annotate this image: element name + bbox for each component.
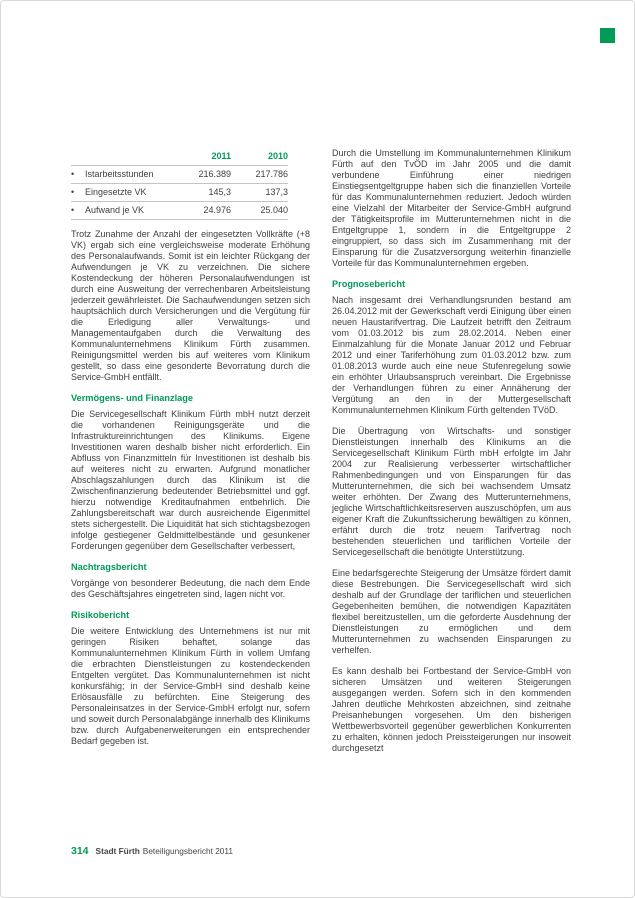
personnel-metrics-table xyxy=(71,148,288,220)
metric-label: Eingesetzte VK xyxy=(85,187,147,197)
table-row xyxy=(71,202,288,220)
page-corner-marker xyxy=(600,28,615,43)
metric-value-2010: 25.040 xyxy=(231,202,288,220)
table-row-label-cell xyxy=(71,166,174,184)
paragraph: Die Servicegesellschaft Klinikum Fürth mbH nutzt derzeit die vorhandenen Reinigungsgeräte und die Infrastruktureinrichtungen des Klinikums. Eigene Investitionen waren deshalb bisher nicht erforderlich. Ein Abfluss von Finanzmitteln für Investitionen ist deshalb bis auf weiteres nicht zu erwarten. Aufgrund monatlicher Abschlagszahlungen durch das Klinikum ist die Zwischenfinanzierung bedeutender Betriebsmittel und ggf. hierzu notwendige Kreditaufnahmen entbehrlich. Die Zahlungsbereitschaft war durch ausreichende Eigenmittel stets sichergestellt. Die Liquidität hat sich stichtagsbezogen infolge gestiegener Geldmittelbestände und gesunkener Forderungen gegenüber dem Gesellschafter verbessert, xyxy=(71,409,310,551)
paragraph: Vorgänge von besonderer Bedeutung, die nach dem Ende des Geschäftsjahres eingetreten sind, lagen nicht vor. xyxy=(71,578,310,599)
page-footer xyxy=(71,845,233,857)
footer-publication: Stadt Fürth xyxy=(95,846,140,856)
table-row xyxy=(71,184,288,202)
bullet-icon: • xyxy=(71,187,75,197)
metric-value-2011: 24.976 xyxy=(174,202,231,220)
page-number: 314 xyxy=(71,845,89,857)
metric-value-2010: 137,3 xyxy=(231,184,288,202)
section-heading-vermoegens-und-finanzlage: Vermögens- und Finanzlage xyxy=(71,393,194,403)
left-column xyxy=(71,148,310,764)
paragraph: Durch die Umstellung im Kommunalunternehmen Klinikum Fürth auf den TvÖD im Jahr 2005 und die damit verbundene Einführung einer niedrigen Einstiegsentgeltgruppe haben sich die finanziellen Vorteile für das Kommunalunternehmen reduziert. Jedoch würden eine Vielzahl der Mitarbeiter der Service-GmbH aufgrund der Tätigkeitsprofile im Mutterunternehmen nicht in die Entgeltgruppe 1, sondern in die Entgeltgruppe 2 eingruppiert, so dass sich im Zusammenhang mit der Einsparung für die Zusatzversorgung weiterhin finanzielle Vorteile für das Kommunalunternehmen ergeben. xyxy=(332,148,571,268)
table-row xyxy=(71,166,288,184)
table-header-year-2011: 2011 xyxy=(174,148,231,166)
metric-label: Istarbeitsstunden xyxy=(85,169,154,179)
table-row-label-cell xyxy=(71,184,174,202)
page-content xyxy=(71,148,571,764)
section-heading-risikobericht: Risikobericht xyxy=(71,610,130,620)
metric-label: Aufwand je VK xyxy=(85,205,145,215)
table-header-year-2010: 2010 xyxy=(231,148,288,166)
bullet-icon: • xyxy=(71,169,75,179)
bullet-icon: • xyxy=(71,205,75,215)
paragraph: Die weitere Entwicklung des Unternehmens ist nur mit geringen Risiken behaftet, solange das Kommunalunternehmen Klinikum Fürth in vollem Umfang die erbrachten Dienstleistungen zu kostendeckenden Entgelten vergütet. Das Kommunalunternehmen ist nicht konkursfähig; in der Service-GmbH sind deshalb keine Erlösausfälle zu befürchten. Eine Steigerung des Personaleinsatzes in der Service-GmbH erfolgt nur, sofern und soweit durch Personalabgänge innerhalb des Klinikums bzw. durch Aufgabenerweiterungen ein entsprechender Bedarf gegeben ist. xyxy=(71,626,310,746)
section-heading-prognosebericht: Prognosebericht xyxy=(332,279,406,289)
metric-value-2011: 216.389 xyxy=(174,166,231,184)
paragraph: Die Übertragung von Wirtschafts- und sonstiger Dienstleistungen innerhalb des Klinikums an die Servicegesellschaft Klinikum Fürth mbH erfolgte im Jahr 2004 zur Realisierung verbesserter wirtschaftlicher Rahmenbedingungen und von Einsparungen für das Mutterunternehmen, die sich bei wachsendem Umsatz weiter erhöhten. Der Zwang des Mutterunternehmens, jegliche Wirtschaftlichkeitsreserven auszuschöpfen, um aus eigener Kraft die Zukunftssicherung bewältigen zu können, erfährt durch die trotz neuem Tarifvertrag noch bestehenden steuerlichen und tariflichen Vorteile der Servicegesellschaft die benötigte Unterstützung. xyxy=(332,426,571,557)
table-header-empty xyxy=(71,148,174,166)
table-row-label-cell xyxy=(71,202,174,220)
footer-report-title: Beteiligungsbericht 2011 xyxy=(142,846,234,856)
paragraph: Trotz Zunahme der Anzahl der eingesetzten Vollkräfte (+8 VK) ergab sich eine vergleichsweise moderate Erhöhung des Personalaufwands. Somit ist ein leichter Rückgang der Aufwendungen je VK zu verzeichnen. Die sichere Kostendeckung der höheren Personalaufwendungen ist durch eine Ausweitung der verrechenbaren Arbeitsleistung jederzeit gewährleistet. Die Sachaufwendungen setzen sich hauptsächlich durch Versicherungen und die Vergütung für die Erledigung aller Verwaltungs- und Managementaufgaben durch die Verwaltung des Kommunalunternehmens Klinikum Fürth zusammen. Reinigungsmittel werden bis auf weiteres vom Klinikum gestellt, so dass eine gesonderte Bevorratung durch die Service-GmbH entfällt. xyxy=(71,229,310,382)
paragraph: Eine bedarfsgerechte Steigerung der Umsätze fördert damit diese Bestrebungen. Die Servicegesellschaft wird sich deshalb auf der Grundlage der tariflichen und steuerlichen Gegebenheiten bemühen, die notwendigen Kapazitäten flexibel bereitzustellen, um die geforderte Ausdehnung der Dienstleistungen zu ermöglichen und dem Mutterunternehmen zu wachsenden Einsparungen zu verhelfen. xyxy=(332,568,571,655)
right-column xyxy=(332,148,571,764)
section-heading-nachtragsbericht: Nachtragsbericht xyxy=(71,562,147,572)
paragraph: Es kann deshalb bei Fortbestand der Service-GmbH von sicheren Umsätzen und weiteren Steigerungen ausgegangen werden. Sofern sich in den kommenden Jahren deutliche Mehrkosten abzeichnen, sind zeitnahe Preisanhebungen vorgesehen. Um den bisherigen Wettbewerbsvorteil gegenüber gewerblichen Konkurrenten zu erhalten, können jedoch Preissteigerungen nur insoweit durchgesetzt xyxy=(332,666,571,753)
paragraph: Nach insgesamt drei Verhandlungsrunden bestand am 26.04.2012 mit der Gewerkschaft verdi Einigung über einen neuen Haustarifvertrag. Die Laufzeit betrifft den Zeitraum vom 01.03.2012 bis zum 28.02.2014. Neben einer Einmalzahlung für die Monate Januar 2012 und Februar 2012 und einer Tariferhöhung zum 01.03.2012 bzw. zum 01.08.2013 wurde auch eine neue Stufenregelung sowie ein erhöhter Urlaubsanspruch vereinbart. Die Ergebnisse der Verhandlungen führen zu einer Annäherung der Vergütung an den in der Muttergesellschaft Kommunalunternehmen Klinikum Fürth geltenden TVöD. xyxy=(332,295,571,415)
metric-value-2010: 217.786 xyxy=(231,166,288,184)
metric-value-2011: 145,3 xyxy=(174,184,231,202)
table-header-row xyxy=(71,148,288,166)
